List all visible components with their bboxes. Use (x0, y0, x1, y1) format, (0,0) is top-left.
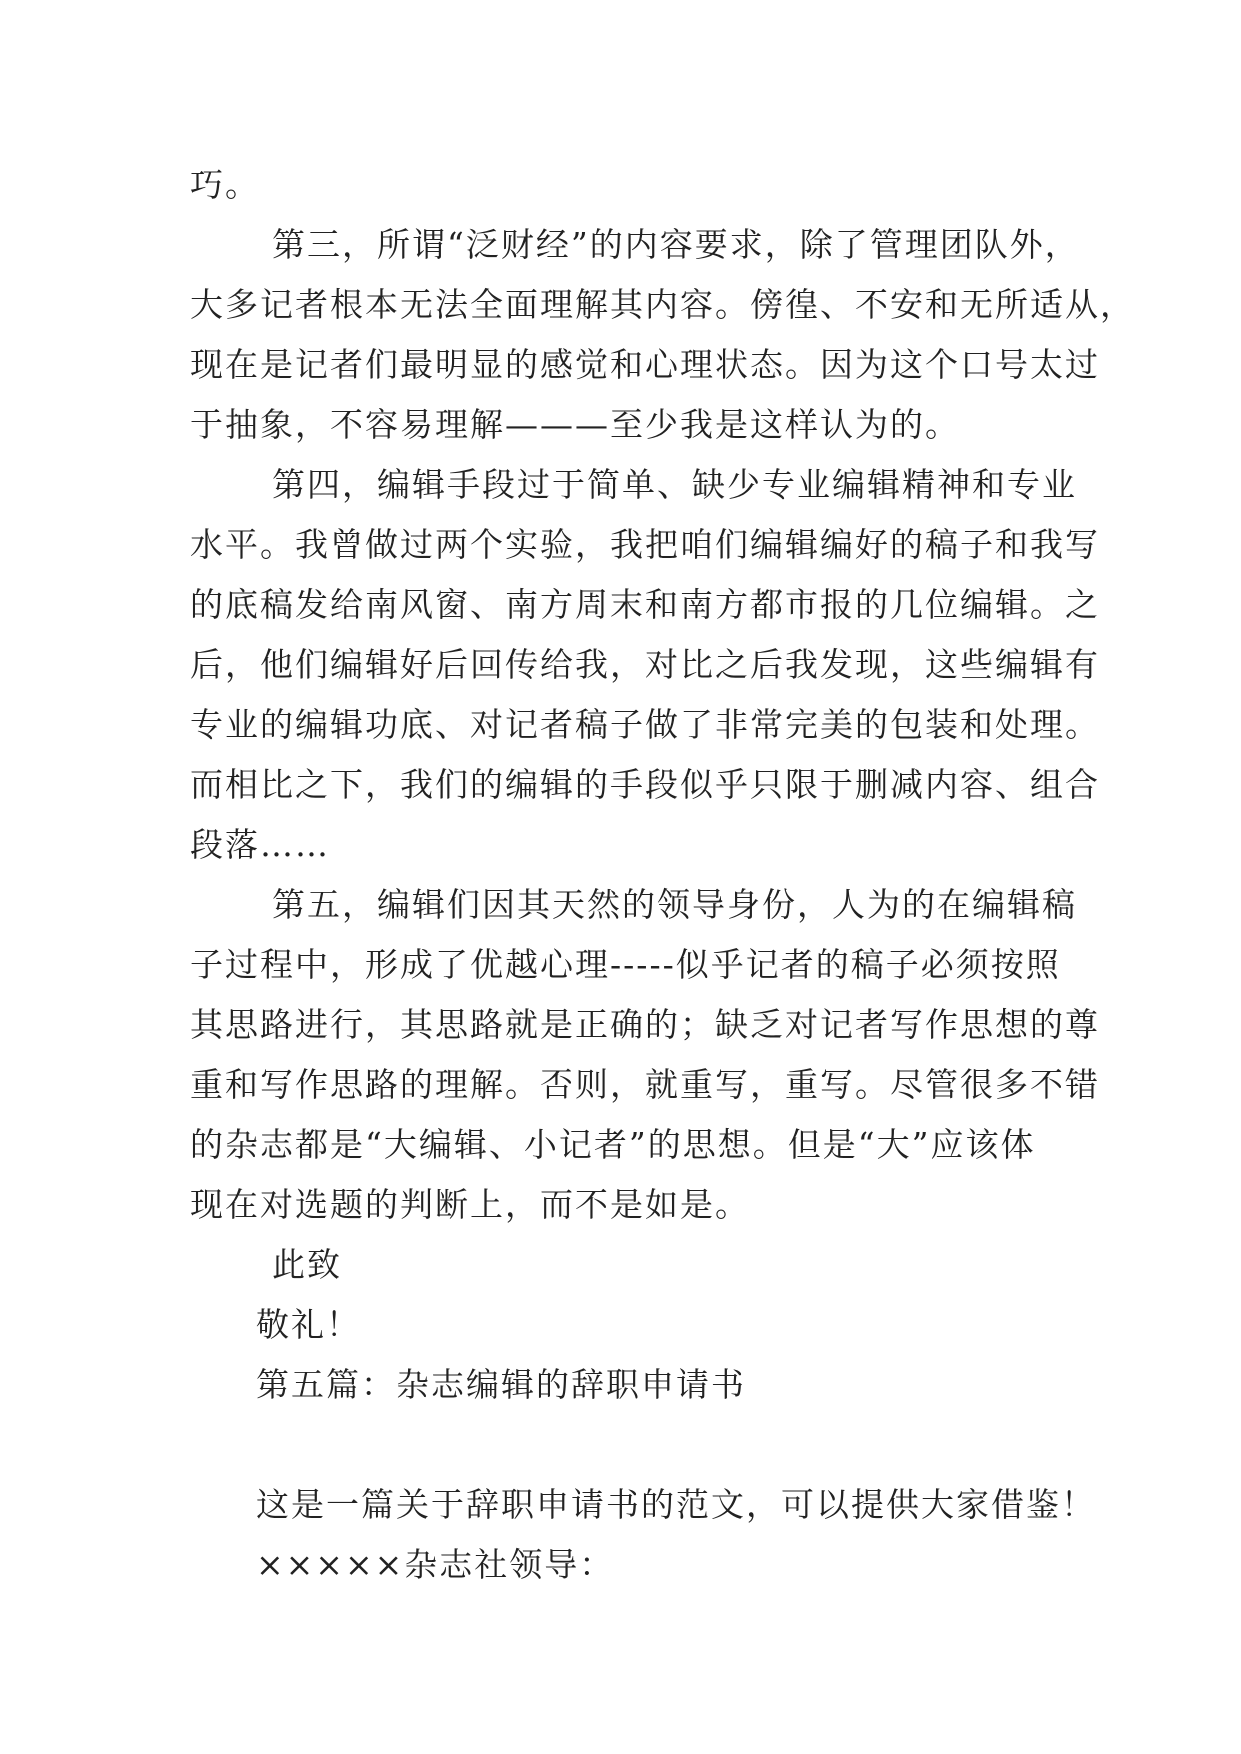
paragraph-line: 于抽象，不容易理解———至少我是这样认为的。 (190, 405, 960, 444)
paragraph-line: 第五，编辑们因其天然的领导身份，人为的在编辑稿 (272, 885, 1077, 924)
paragraph-line: 的底稿发给南风窗、南方周末和南方都市报的几位编辑。之 (190, 585, 1100, 624)
paragraph-line: 重和写作思路的理解。否则，就重写，重写。尽管很多不错 (190, 1065, 1100, 1104)
paragraph-line: 现在是记者们最明显的感觉和心理状态。因为这个口号太过 (190, 345, 1100, 384)
paragraph-line: 水平。我曾做过两个实验，我把咱们编辑编好的稿子和我写 (190, 525, 1100, 564)
paragraph-line: 段落…… (190, 825, 330, 864)
paragraph-line: 第四，编辑手段过于简单、缺少专业编辑精神和专业 (272, 465, 1077, 504)
closing-line: 敬礼！ (256, 1305, 361, 1344)
paragraph-line: 现在对选题的判断上，而不是如是。 (190, 1185, 750, 1224)
section-heading: 第五篇：杂志编辑的辞职申请书 (256, 1365, 746, 1404)
paragraph-line: 的杂志都是“大编辑、小记者”的思想。但是“大”应该体 (190, 1125, 1036, 1164)
salutation-line: ×××××杂志社领导： (256, 1545, 615, 1584)
closing-line: 此致 (272, 1245, 342, 1284)
paragraph-line: 大多记者根本无法全面理解其内容。傍徨、不安和无所适从， (190, 285, 1135, 324)
paragraph-line: 专业的编辑功底、对记者稿子做了非常完美的包装和处理。 (190, 705, 1100, 744)
paragraph-line: 而相比之下，我们的编辑的手段似乎只限于删减内容、组合 (190, 765, 1100, 804)
paragraph-line: 子过程中，形成了优越心理-----似乎记者的稿子必须按照 (190, 945, 1061, 984)
paragraph-line: 巧。 (190, 165, 260, 204)
paragraph-line: 后，他们编辑好后回传给我，对比之后我发现，这些编辑有 (190, 645, 1100, 684)
paragraph-line: 其思路进行，其思路就是正确的；缺乏对记者写作思想的尊 (190, 1005, 1100, 1044)
paragraph-line: 第三，所谓“泛财经”的内容要求，除了管理团队外， (272, 225, 1080, 264)
paragraph-line: 这是一篇关于辞职申请书的范文，可以提供大家借鉴！ (256, 1485, 1096, 1524)
